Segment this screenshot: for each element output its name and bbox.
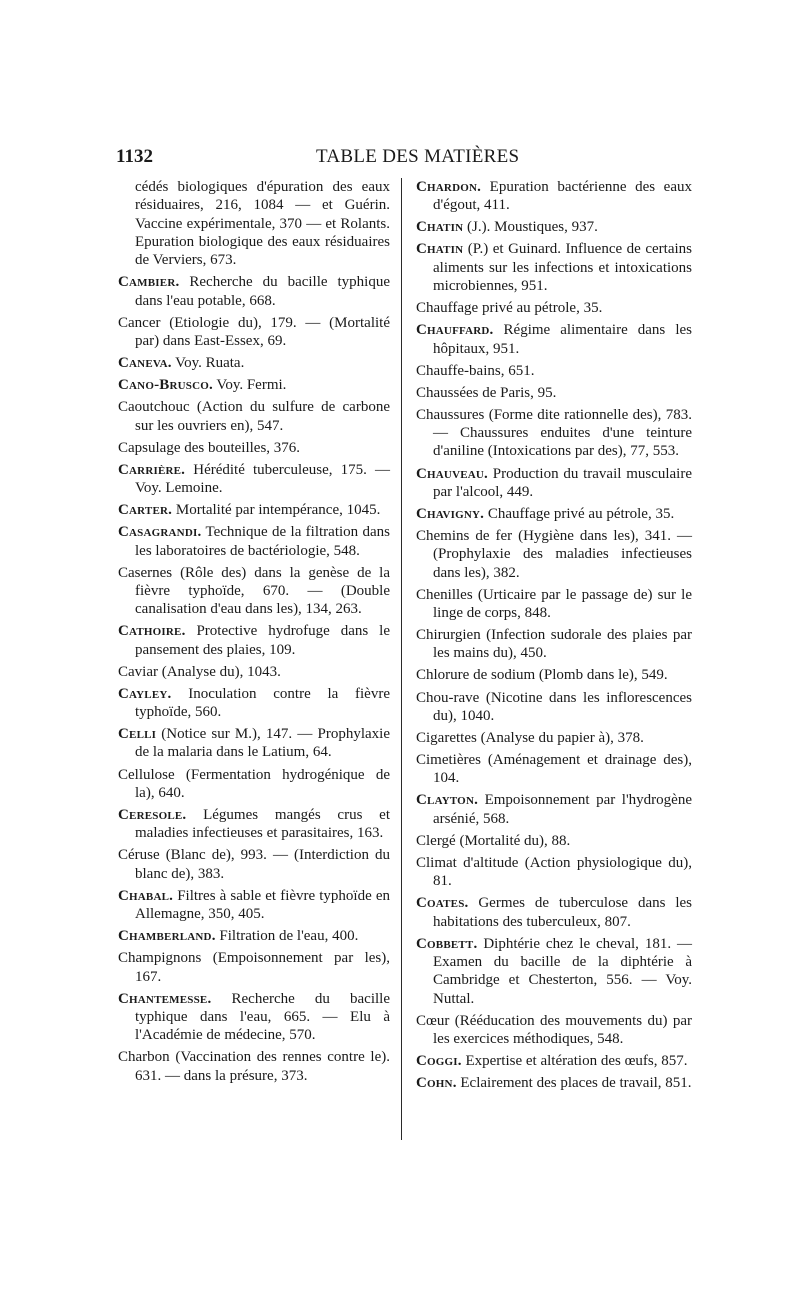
entry-text: Inoculation contre la fièvre typhoïde, 560. (135, 685, 390, 721)
index-entry (118, 927, 390, 945)
entry-text: Technique de la filtration dans les laboratoires de bactériologie, 548. (135, 524, 390, 559)
index-entry (416, 505, 692, 523)
entry-text: Filtres à sable et fièvre typhoïde en Allemagne, 350, 405. (135, 887, 390, 923)
index-entry (416, 1012, 692, 1049)
entry-text: (P.) et Guinard. Influence de certains aliments sur les infections et intoxications microbiennes, 951. (433, 241, 692, 295)
entry-author-name: Chauffard. (416, 322, 494, 339)
entry-text: Recherche du bacille typhique dans l'eau, 665. — Elu à l'Académie de médecine, 570. (135, 990, 390, 1044)
index-entry (118, 663, 390, 681)
entry-text: Chemins de fer (Hygiène dans les), 341. — (Prophylaxie des maladies infectieuses dans les), 382. (416, 528, 692, 581)
index-entry (416, 321, 692, 358)
index-entry (118, 439, 390, 457)
index-entry (118, 622, 390, 659)
entry-author-name: Coates. (416, 895, 469, 912)
entry-text: Casernes (Rôle des) dans la genèse de la fièvre typhoïde, 670. — (Double canalisation d'eau dans les), 134, 263. (118, 564, 390, 618)
entry-text: Chauffage privé au pétrole, 35. (416, 300, 603, 317)
entry-text: Capsulage des bouteilles, 376. (118, 439, 301, 456)
index-entry (416, 527, 692, 582)
entry-text: Chaussures (Forme dite rationnelle des), 783. — Chaussures enduites d'une teinture d'aniline (Intoxications par des), 77, 553. (416, 406, 692, 460)
entry-text: Chauffe-bains, 651. (416, 362, 535, 379)
entry-author-name: Chatin (416, 241, 464, 258)
entry-text: Cœur (Rééducation des mouvements du) par les exercices méthodiques, 548. (416, 1012, 692, 1047)
index-entry (416, 832, 692, 850)
entry-text: Filtration de l'eau, 400. (215, 928, 359, 945)
entry-author-name: Clayton. (416, 792, 479, 809)
entry-text: Protective hydrofuge dans le pansement des plaies, 109. (135, 623, 390, 658)
page-number: 1132 (116, 146, 153, 167)
entry-text: Mortalité par intempérance, 1045. (172, 502, 381, 519)
index-entry (416, 854, 692, 891)
entry-text: Chauffage privé au pétrole, 35. (484, 505, 675, 522)
index-entry (416, 894, 692, 931)
entry-author-name: Carter. (118, 502, 173, 519)
entry-text: (Notice sur M.), 147. — Prophylaxie de la malaria dans le Latium, 64. (135, 726, 390, 761)
index-entry (416, 586, 692, 623)
entry-text: Légumes mangés crus et maladies infectieuses et parasitaires, 163. (135, 806, 390, 842)
index-entry (416, 666, 692, 684)
entry-author-name: Carrière. (118, 461, 186, 478)
entry-text: Recherche du bacille typhique dans l'eau potable, 668. (135, 274, 390, 309)
index-entry (118, 376, 390, 394)
index-entry (416, 406, 692, 461)
entry-text: Chenilles (Urticaire par le passage de) sur le linge de corps, 848. (416, 586, 692, 621)
index-entry (416, 465, 692, 502)
index-entry (118, 523, 390, 560)
index-entry (118, 273, 390, 310)
entry-author-name: Cano-Brusco. (118, 377, 213, 394)
entry-author-name: Chantemesse. (118, 990, 212, 1007)
entry-text: Chlorure de sodium (Plomb dans le), 549. (416, 667, 668, 684)
entry-text: Caoutchouc (Action du sulfure de carbone sur les ouvriers en), 547. (118, 399, 390, 434)
entry-author-name: Casagrandi. (118, 524, 202, 541)
entry-text: Cancer (Etiologie du), 179. — (Mortalité par) dans East-Essex, 69. (118, 314, 390, 349)
entry-text: Epuration bactérienne des eaux d'égout, 411. (433, 179, 692, 214)
entry-text: Champignons (Empoisonnement par les), 167. (118, 950, 390, 985)
index-entry (416, 362, 692, 380)
index-entry (416, 791, 692, 828)
index-entry (416, 935, 692, 1008)
index-entry (118, 766, 390, 803)
index-entry (416, 178, 692, 215)
index-entry (118, 461, 390, 498)
entry-author-name: Celli (118, 726, 157, 743)
entry-author-name: Caneva. (118, 355, 172, 372)
entry-text: Céruse (Blanc de), 993. — (Interdiction du blanc de), 383. (118, 847, 390, 882)
entry-text: Climat d'altitude (Action physiologique du), 81. (416, 854, 692, 890)
entry-text: (J.). Moustiques, 937. (463, 219, 598, 236)
column-divider (401, 178, 402, 1140)
entry-text: Régime alimentaire dans les hôpitaux, 951. (433, 322, 692, 357)
entry-author-name: Ceresole. (118, 806, 187, 823)
entry-author-name: Cambier. (118, 274, 180, 291)
index-entry (118, 685, 390, 722)
index-entry (416, 626, 692, 663)
entry-author-name: Chavigny. (416, 505, 485, 522)
entry-text: Eclairement des places de travail, 851. (456, 1075, 692, 1092)
index-entry (118, 806, 390, 843)
entry-text: Diphtérie chez le cheval, 181. — Examen du bacille de la diphtérie à Cambridge et Chesterton, 556. — Voy. Nuttal. (433, 935, 692, 1007)
entry-author-name: Chamberland. (118, 928, 216, 945)
page-header (116, 146, 696, 170)
entry-author-name: Cayley. (118, 685, 172, 702)
index-entry (118, 1048, 390, 1085)
entry-text: Chaussées de Paris, 95. (416, 384, 557, 401)
index-entry (118, 846, 390, 883)
index-entry (416, 1052, 692, 1070)
entry-text: Chirurgien (Infection sudorale des plaies par les mains du), 450. (416, 627, 692, 662)
index-entry (416, 689, 692, 726)
entry-text: cédés biologiques d'épuration des eaux résiduaires, 216, 1084 — et Guérin. Vaccine expérimentale, 370 — et Rolants. Epuration biologique des eaux résiduaires de Verviers, 673. (135, 179, 390, 269)
index-entry (118, 178, 390, 269)
index-entry (118, 990, 390, 1045)
entry-author-name: Cathoire. (118, 623, 186, 640)
entry-text: Cigarettes (Analyse du papier à), 378. (416, 729, 644, 746)
entry-author-name: Chabal. (118, 887, 174, 904)
entry-text: Expertise et altération des œufs, 857. (461, 1053, 688, 1070)
index-entry (416, 729, 692, 747)
entry-text: Germes de tuberculose dans les habitations des tuberculeux, 807. (433, 895, 692, 930)
entry-text: Voy. Ruata. (171, 355, 245, 372)
entry-text: Empoisonnement par l'hydrogène arsénié, 568. (433, 792, 692, 827)
index-entry (416, 1074, 692, 1092)
index-entry (118, 725, 390, 762)
entry-text: Cimetières (Aménagement et drainage des), 104. (416, 752, 692, 787)
page-title: TABLE DES MATIÈRES (316, 146, 520, 167)
entry-author-name: Chatin (416, 219, 464, 236)
index-entry (118, 354, 390, 372)
left-column (118, 178, 390, 1089)
entry-author-name: Chardon. (416, 179, 482, 195)
index-entry (118, 314, 390, 351)
index-entry (118, 887, 390, 924)
index-entry (118, 564, 390, 619)
index-entry (416, 240, 692, 295)
entry-author-name: Cobbett. (416, 935, 478, 952)
index-entry (416, 218, 692, 236)
entry-author-name: Cohn. (416, 1075, 457, 1092)
entry-author-name: Coggi. (416, 1053, 462, 1070)
index-entry (416, 751, 692, 788)
entry-text: Cellulose (Fermentation hydrogénique de la), 640. (118, 766, 390, 801)
index-entry (118, 398, 390, 435)
entry-text: Clergé (Mortalité du), 88. (416, 832, 571, 849)
index-entry (416, 384, 692, 402)
entry-text: Hérédité tuberculeuse, 175. — Voy. Lemoine. (135, 461, 390, 497)
entry-text: Voy. Fermi. (212, 377, 287, 394)
entry-text: Charbon (Vaccination des rennes contre le). 631. — dans la présure, 373. (118, 1049, 390, 1084)
right-column (416, 178, 692, 1096)
entry-author-name: Chauveau. (416, 465, 488, 482)
entry-text: Caviar (Analyse du), 1043. (118, 663, 281, 680)
entry-text: Production du travail musculaire par l'alcool, 449. (433, 465, 692, 500)
index-entry (118, 949, 390, 986)
entry-text: Chou-rave (Nicotine dans les inflorescences du), 1040. (416, 689, 692, 724)
index-entry (118, 501, 390, 519)
index-entry (416, 299, 692, 317)
